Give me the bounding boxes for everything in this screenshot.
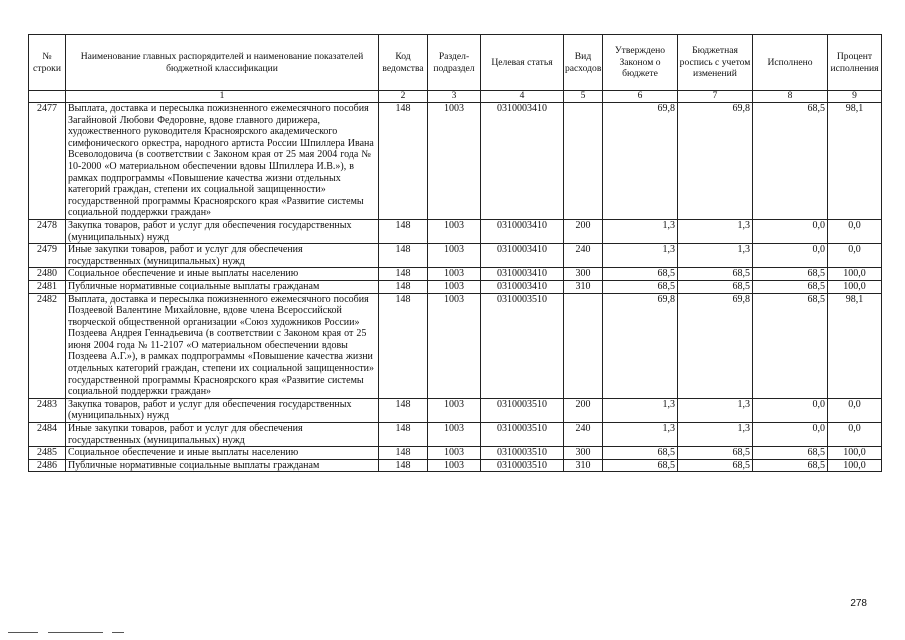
row-section: 1003 <box>428 459 481 472</box>
column-number <box>29 91 66 103</box>
row-approved: 68,5 <box>603 268 678 281</box>
row-approved: 68,5 <box>603 459 678 472</box>
row-number: 2479 <box>29 244 66 268</box>
row-approved: 1,3 <box>603 219 678 243</box>
row-number: 2480 <box>29 268 66 281</box>
row-name: Закупка товаров, работ и услуг для обеспечения государственных (муниципальных) нужд <box>66 398 379 422</box>
column-number: 6 <box>603 91 678 103</box>
row-dept-code: 148 <box>379 459 428 472</box>
row-percent: 98,1 <box>828 293 882 398</box>
column-number: 3 <box>428 91 481 103</box>
header-executed: Исполнено <box>753 35 828 91</box>
row-section: 1003 <box>428 398 481 422</box>
row-dept-code: 148 <box>379 398 428 422</box>
row-target-item: 0310003410 <box>481 244 564 268</box>
row-name: Социальное обеспечение и иные выплаты населению <box>66 268 379 281</box>
row-name: Выплата, доставка и пересылка пожизненного ежемесячного пособия Поздеевой Валентине Михайловне, вдове члена Всероссийской творческой общественной организации «Союз художников России» Поздеева Андрея Геннадьевича (в соответствии с Законом края от 25 июня 2004 года № 11-2107 «О материальном обеспечении вдовы Поздеева А.Г.»), в рамках подпрограммы «Повышение качества жизни отдельных категорий граждан, степени их социальной защищенности» государственной программы Красноярского края «Развитие системы социальной поддержки граждан» <box>66 293 379 398</box>
row-dept-code: 148 <box>379 219 428 243</box>
row-section: 1003 <box>428 280 481 293</box>
row-number: 2481 <box>29 280 66 293</box>
row-executed: 68,5 <box>753 268 828 281</box>
row-budget-list: 68,5 <box>678 459 753 472</box>
row-target-item: 0310003410 <box>481 103 564 220</box>
row-percent: 98,1 <box>828 103 882 220</box>
header-expense-type: Вид расходов <box>564 35 603 91</box>
header-approved: Утверждено Законом о бюджете <box>603 35 678 91</box>
row-budget-list: 69,8 <box>678 103 753 220</box>
row-budget-list: 1,3 <box>678 398 753 422</box>
row-percent: 100,0 <box>828 447 882 460</box>
row-name: Иные закупки товаров, работ и услуг для обеспечения государственных (муниципальных) нужд <box>66 423 379 447</box>
row-number: 2483 <box>29 398 66 422</box>
row-number: 2478 <box>29 219 66 243</box>
row-executed: 68,5 <box>753 103 828 220</box>
row-percent: 0,0 <box>828 244 882 268</box>
header-dept-code: Код ведомства <box>379 35 428 91</box>
row-section: 1003 <box>428 293 481 398</box>
table-row <box>29 268 882 281</box>
row-percent: 100,0 <box>828 268 882 281</box>
row-expense-type: 310 <box>564 459 603 472</box>
table-row <box>29 293 882 398</box>
row-target-item: 0310003510 <box>481 398 564 422</box>
table-row <box>29 244 882 268</box>
row-executed: 68,5 <box>753 447 828 460</box>
row-number: 2486 <box>29 459 66 472</box>
row-approved: 1,3 <box>603 423 678 447</box>
row-name: Иные закупки товаров, работ и услуг для обеспечения государственных (муниципальных) нужд <box>66 244 379 268</box>
row-budget-list: 1,3 <box>678 219 753 243</box>
row-expense-type: 240 <box>564 423 603 447</box>
scan-footer-marks <box>8 632 158 634</box>
row-target-item: 0310003510 <box>481 447 564 460</box>
row-section: 1003 <box>428 244 481 268</box>
row-executed: 68,5 <box>753 280 828 293</box>
row-name: Выплата, доставка и пересылка пожизненного ежемесячного пособия Загайновой Любови Федоровне, вдове главного дирижера, художественного руководителя Красноярского академического симфонического оркестра, народного артиста России Шпиллера Ивана Всеволодовича (в соответствии с Законом края от 25 мая 2004 года № 10-2000 «О материальном обеспечении вдовы Шпиллера И.В.»), в рамках подпрограммы «Повышение качества жизни отдельных категорий граждан, степени их социальной защищенности» государственной программы Красноярского края «Развитие системы социальной поддержки граждан» <box>66 103 379 220</box>
row-dept-code: 148 <box>379 103 428 220</box>
row-name: Социальное обеспечение и иные выплаты населению <box>66 447 379 460</box>
row-budget-list: 69,8 <box>678 293 753 398</box>
table-row <box>29 280 882 293</box>
column-number-row <box>29 91 882 103</box>
header-percent: Процент исполнения <box>828 35 882 91</box>
budget-table <box>28 34 882 472</box>
row-section: 1003 <box>428 219 481 243</box>
row-approved: 68,5 <box>603 447 678 460</box>
row-number: 2485 <box>29 447 66 460</box>
row-budget-list: 68,5 <box>678 268 753 281</box>
table-row <box>29 219 882 243</box>
row-percent: 100,0 <box>828 280 882 293</box>
row-budget-list: 68,5 <box>678 280 753 293</box>
row-approved: 1,3 <box>603 398 678 422</box>
column-number: 4 <box>481 91 564 103</box>
row-expense-type <box>564 293 603 398</box>
row-executed: 68,5 <box>753 293 828 398</box>
header-name: Наименование главных распорядителей и наименование показателей бюджетной классификации <box>66 35 379 91</box>
row-budget-list: 68,5 <box>678 447 753 460</box>
row-section: 1003 <box>428 447 481 460</box>
row-section: 1003 <box>428 423 481 447</box>
table-body <box>29 91 882 472</box>
row-expense-type: 240 <box>564 244 603 268</box>
row-section: 1003 <box>428 103 481 220</box>
row-expense-type: 200 <box>564 219 603 243</box>
table-row <box>29 398 882 422</box>
row-approved: 68,5 <box>603 280 678 293</box>
header-section: Раздел-подраздел <box>428 35 481 91</box>
column-number: 8 <box>753 91 828 103</box>
row-approved: 69,8 <box>603 103 678 220</box>
row-target-item: 0310003410 <box>481 280 564 293</box>
row-target-item: 0310003410 <box>481 268 564 281</box>
row-dept-code: 148 <box>379 280 428 293</box>
row-executed: 68,5 <box>753 459 828 472</box>
row-executed: 0,0 <box>753 219 828 243</box>
header-row-number: № строки <box>29 35 66 91</box>
header-budget-list: Бюджетная роспись с учетом изменений <box>678 35 753 91</box>
row-dept-code: 148 <box>379 244 428 268</box>
row-percent: 0,0 <box>828 423 882 447</box>
column-number: 2 <box>379 91 428 103</box>
row-name: Закупка товаров, работ и услуг для обеспечения государственных (муниципальных) нужд <box>66 219 379 243</box>
row-expense-type <box>564 103 603 220</box>
table-row <box>29 447 882 460</box>
row-number: 2477 <box>29 103 66 220</box>
row-dept-code: 148 <box>379 423 428 447</box>
column-number: 9 <box>828 91 882 103</box>
header-target-item: Целевая статья <box>481 35 564 91</box>
row-expense-type: 310 <box>564 280 603 293</box>
row-target-item: 0310003510 <box>481 293 564 398</box>
row-executed: 0,0 <box>753 423 828 447</box>
row-dept-code: 148 <box>379 293 428 398</box>
row-name: Публичные нормативные социальные выплаты гражданам <box>66 280 379 293</box>
row-budget-list: 1,3 <box>678 423 753 447</box>
table-row <box>29 103 882 220</box>
row-budget-list: 1,3 <box>678 244 753 268</box>
row-number: 2484 <box>29 423 66 447</box>
row-target-item: 0310003510 <box>481 423 564 447</box>
row-executed: 0,0 <box>753 398 828 422</box>
row-executed: 0,0 <box>753 244 828 268</box>
row-section: 1003 <box>428 268 481 281</box>
row-percent: 0,0 <box>828 219 882 243</box>
table-header-row <box>29 35 882 91</box>
row-target-item: 0310003410 <box>481 219 564 243</box>
column-number: 5 <box>564 91 603 103</box>
row-percent: 100,0 <box>828 459 882 472</box>
row-dept-code: 148 <box>379 447 428 460</box>
column-number: 1 <box>66 91 379 103</box>
row-name: Публичные нормативные социальные выплаты гражданам <box>66 459 379 472</box>
row-approved: 69,8 <box>603 293 678 398</box>
row-dept-code: 148 <box>379 268 428 281</box>
row-expense-type: 300 <box>564 268 603 281</box>
row-expense-type: 200 <box>564 398 603 422</box>
table-row <box>29 459 882 472</box>
row-number: 2482 <box>29 293 66 398</box>
column-number: 7 <box>678 91 753 103</box>
page-number: 278 <box>850 598 867 609</box>
row-target-item: 0310003510 <box>481 459 564 472</box>
row-percent: 0,0 <box>828 398 882 422</box>
table-row <box>29 423 882 447</box>
row-expense-type: 300 <box>564 447 603 460</box>
row-approved: 1,3 <box>603 244 678 268</box>
